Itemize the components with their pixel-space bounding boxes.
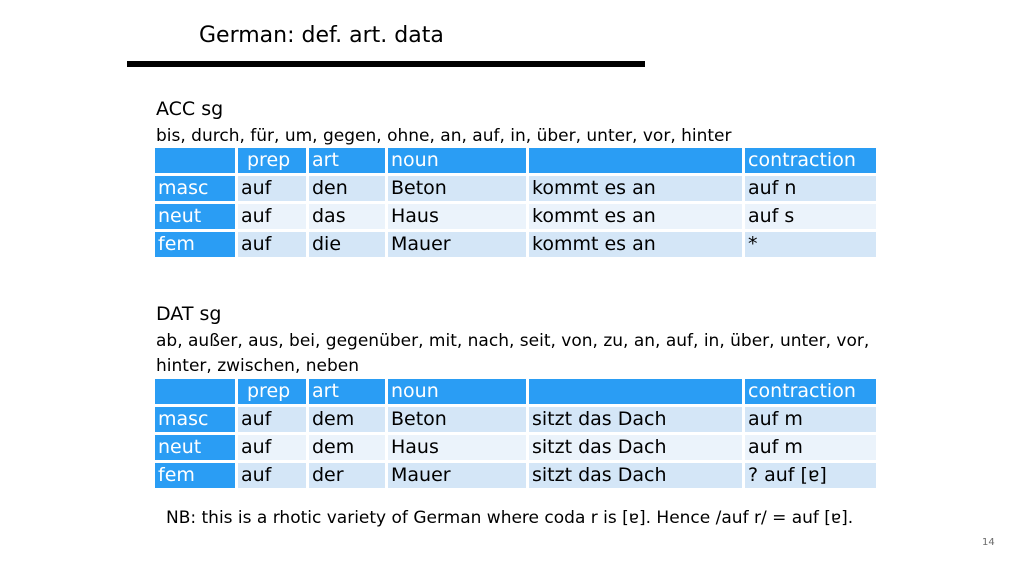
dat-cell-verb: sitzt das Dach <box>529 463 742 488</box>
dat-cell-verb: sitzt das Dach <box>529 407 742 432</box>
dat-cell-contraction: auf m <box>745 435 876 460</box>
dat-prepositions-line1: ab, außer, aus, bei, gegenüber, mit, nach, seit, von, zu, an, auf, in, über, unter, vor, <box>156 331 870 351</box>
acc-cell-verb: kommt es an <box>529 204 742 229</box>
acc-header-blank <box>155 148 235 173</box>
dat-heading: DAT sg <box>156 303 222 325</box>
acc-cell-contraction: auf s <box>745 204 876 229</box>
dat-cell-art: dem <box>309 435 385 460</box>
dat-row-gender: fem <box>155 463 235 488</box>
acc-cell-verb: kommt es an <box>529 176 742 201</box>
dat-prepositions-line2: hinter, zwischen, neben <box>156 356 360 376</box>
dat-cell-prep: auf <box>238 435 306 460</box>
dat-cell-art: der <box>309 463 385 488</box>
acc-cell-art: das <box>309 204 385 229</box>
acc-header-noun: noun <box>388 148 526 173</box>
acc-cell-noun: Haus <box>388 204 526 229</box>
table-row <box>155 176 876 201</box>
acc-cell-art: die <box>309 232 385 257</box>
table-row <box>155 435 876 460</box>
acc-cell-verb: kommt es an <box>529 232 742 257</box>
page-number: 14 <box>982 537 995 548</box>
acc-cell-noun: Beton <box>388 176 526 201</box>
acc-header-verb <box>529 148 742 173</box>
dat-cell-noun: Beton <box>388 407 526 432</box>
acc-heading: ACC sg <box>156 98 224 120</box>
table-row <box>155 204 876 229</box>
acc-cell-prep: auf <box>238 176 306 201</box>
acc-table <box>152 145 879 260</box>
acc-cell-contraction: * <box>745 232 876 257</box>
dat-header-verb <box>529 379 742 404</box>
dat-row-gender: masc <box>155 407 235 432</box>
acc-header-row <box>155 148 876 173</box>
table-row <box>155 232 876 257</box>
dat-header-prep: prep <box>238 379 306 404</box>
acc-cell-noun: Mauer <box>388 232 526 257</box>
dat-cell-prep: auf <box>238 407 306 432</box>
acc-header-contraction: contraction <box>745 148 876 173</box>
dat-header-blank <box>155 379 235 404</box>
dat-cell-art: dem <box>309 407 385 432</box>
dat-table <box>152 376 879 491</box>
dat-row-gender: neut <box>155 435 235 460</box>
dat-cell-verb: sitzt das Dach <box>529 435 742 460</box>
footnote: NB: this is a rhotic variety of German where coda r is [ɐ]. Hence /auf r/ = auf [ɐ]. <box>166 508 854 528</box>
dat-cell-prep: auf <box>238 463 306 488</box>
dat-header-contraction: contraction <box>745 379 876 404</box>
acc-header-art: art <box>309 148 385 173</box>
dat-header-row <box>155 379 876 404</box>
acc-row-gender: masc <box>155 176 235 201</box>
table-row <box>155 407 876 432</box>
dat-cell-contraction: ? auf [ɐ] <box>745 463 876 488</box>
slide-title: German: def. art. data <box>199 23 444 48</box>
acc-cell-prep: auf <box>238 232 306 257</box>
acc-header-prep: prep <box>238 148 306 173</box>
table-row <box>155 463 876 488</box>
acc-cell-art: den <box>309 176 385 201</box>
dat-header-art: art <box>309 379 385 404</box>
dat-cell-noun: Haus <box>388 435 526 460</box>
acc-cell-prep: auf <box>238 204 306 229</box>
acc-cell-contraction: auf n <box>745 176 876 201</box>
dat-header-noun: noun <box>388 379 526 404</box>
acc-prepositions: bis, durch, für, um, gegen, ohne, an, auf, in, über, unter, vor, hinter <box>156 126 732 146</box>
dat-cell-noun: Mauer <box>388 463 526 488</box>
acc-row-gender: neut <box>155 204 235 229</box>
title-underline <box>127 61 645 67</box>
acc-row-gender: fem <box>155 232 235 257</box>
dat-cell-contraction: auf m <box>745 407 876 432</box>
